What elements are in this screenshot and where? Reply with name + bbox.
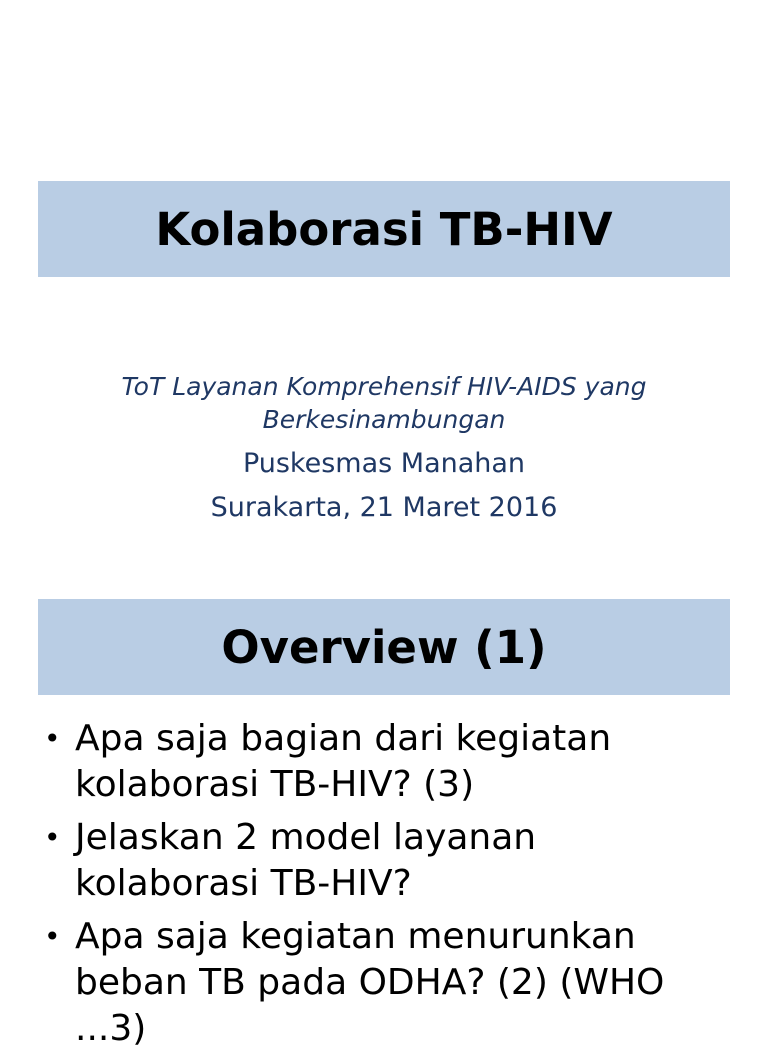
bullet-line: beban TB pada ODHA? (2) (WHO: [75, 962, 665, 1003]
slide1-subtitle: [38, 370, 730, 528]
event-name: [38, 370, 730, 436]
bullet-line: Apa saja bagian dari kegiatan: [75, 718, 612, 759]
slide2-title: Overview (1): [221, 620, 547, 674]
slide1-title-bar: [38, 181, 730, 277]
slide1-title: Kolaborasi TB-HIV: [155, 202, 613, 256]
bullet-icon: •: [44, 821, 61, 854]
list-item: [38, 914, 738, 1052]
bullet-line: kolaborasi TB-HIV? (3): [75, 764, 475, 805]
list-item: [38, 815, 738, 907]
event-place: Puskesmas Manahan: [242, 448, 526, 479]
bullet-line: kolaborasi TB-HIV?: [75, 863, 412, 904]
event-name-line1: ToT Layanan Komprehensif HIV-AIDS yang: [121, 372, 647, 401]
bullet-line: Jelaskan 2 model layanan: [75, 817, 537, 858]
event-name-line2: Berkesinambungan: [262, 405, 506, 434]
bullet-icon: •: [44, 920, 61, 953]
bullet-icon: •: [44, 722, 61, 755]
slide2-title-bar: [38, 599, 730, 695]
bullet-line: ...3): [75, 1008, 147, 1049]
event-date: Surakarta, 21 Maret 2016: [210, 492, 558, 523]
list-item: [38, 716, 738, 808]
bullet-line: Apa saja kegiatan menurunkan: [75, 916, 636, 957]
overview-bullet-list: [38, 716, 738, 1059]
